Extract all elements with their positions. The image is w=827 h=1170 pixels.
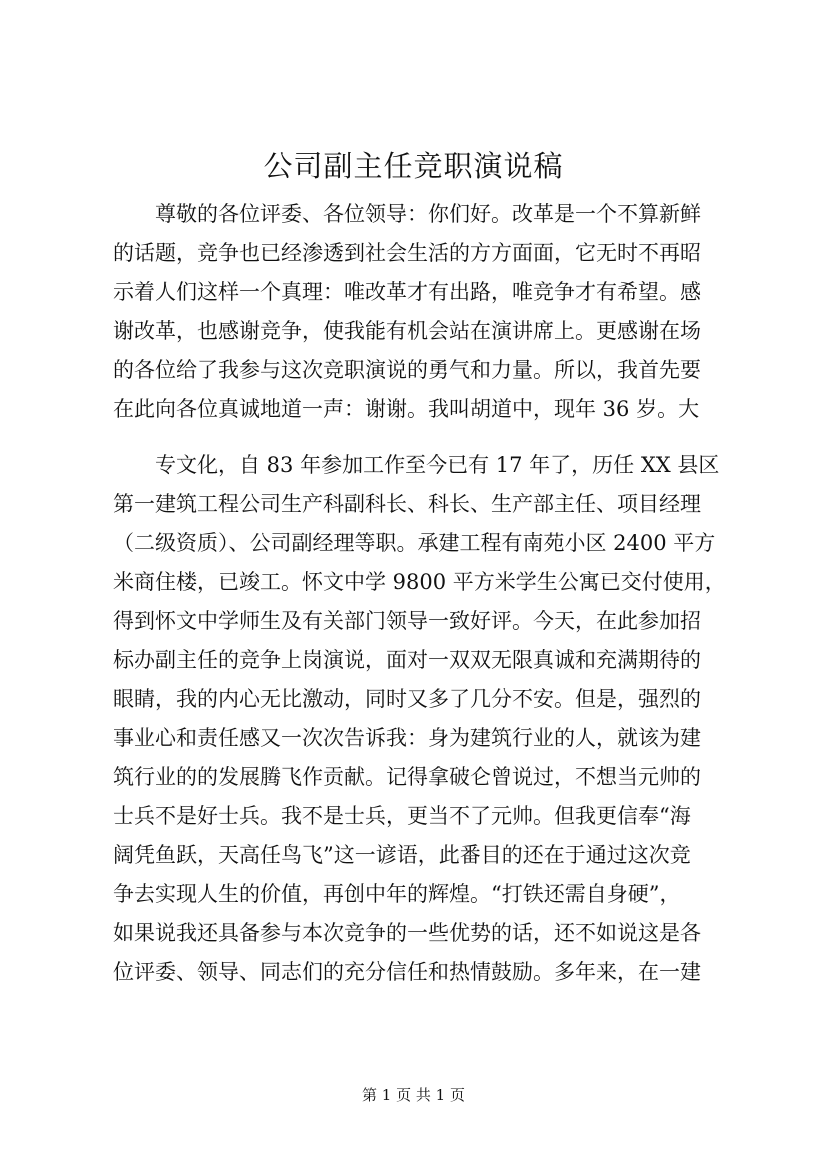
body-line: 在此向各位真诚地道一声：谢谢。我叫胡道中，现年 36 岁。大: [113, 397, 700, 421]
body-line: 得到怀文中学师生及有关部门领导一致好评。今天，在此参加招: [113, 609, 701, 633]
body-line: 谢改革，也感谢竞争，使我能有机会站在演讲席上。更感谢在场: [113, 319, 701, 343]
body-line: 的各位给了我参与这次竞职演说的勇气和力量。所以，我首先要: [113, 358, 701, 382]
body-line: 争去实现人生的价值，再创中年的辉煌。“打铁还需自身硬”，: [113, 882, 681, 906]
body-line: 筑行业的的发展腾飞作贡献。记得拿破仑曾说过，不想当元帅的: [113, 765, 701, 789]
body-line: 位评委、领导、同志们的充分信任和热情鼓励。多年来，在一建: [113, 960, 701, 984]
body-line: 士兵不是好士兵。我不是士兵，更当不了元帅。但我更信奉“海: [113, 804, 691, 828]
body-line: 阔凭鱼跃，天高任鸟飞”这一谚语，此番目的还在于通过这次竞: [113, 843, 691, 867]
body-line: 专文化，自 83 年参加工作至今已有 17 年了，历任 XX 县区: [113, 453, 720, 477]
body-line: 尊敬的各位评委、各位领导：你们好。改革是一个不算新鲜: [113, 202, 701, 226]
body-line: 示着人们这样一个真理：唯改革才有出路，唯竞争才有希望。感: [113, 280, 701, 304]
body-line: （二级资质）、公司副经理等职。承建工程有南苑小区 2400 平方: [113, 531, 716, 555]
body-line: 米商住楼，已竣工。怀文中学 9800 平方米学生公寓已交付使用，: [113, 570, 726, 594]
body-line: 眼睛，我的内心无比激动，同时又多了几分不安。但是，强烈的: [113, 687, 701, 711]
body-line: 事业心和责任感又一次次告诉我：身为建筑行业的人，就该为建: [113, 726, 701, 750]
document-title: 公司副主任竞职演说稿: [263, 149, 564, 183]
body-line: 标办副主任的竞争上岗演说，面对一双双无限真诚和充满期待的: [113, 648, 701, 672]
body-line: 第一建筑工程公司生产科副科长、科长、生产部主任、项目经理: [113, 492, 701, 516]
body-line: 的话题，竞争也已经渗透到社会生活的方方面面，它无时不再昭: [113, 241, 701, 265]
page-footer: 第 1 页 共 1 页: [362, 1086, 465, 1104]
body-line: 如果说我还具备参与本次竞争的一些优势的话，还不如说这是各: [113, 921, 701, 945]
